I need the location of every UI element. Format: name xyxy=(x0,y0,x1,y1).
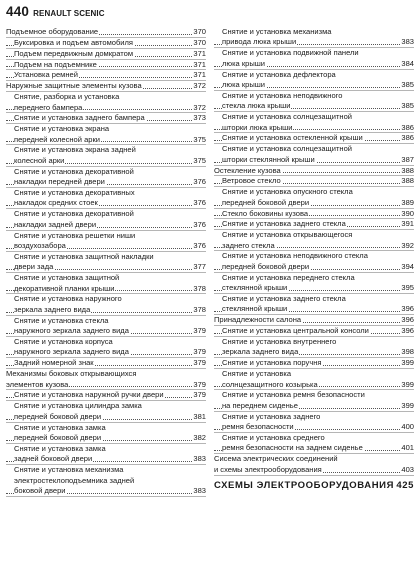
toc-page-number: 386 xyxy=(401,133,414,143)
toc-entry-text: воздухозабора xyxy=(14,241,66,251)
toc-entry-text: Задний номерной знак xyxy=(14,358,94,368)
toc-entry-text: боковой двери xyxy=(14,485,66,495)
toc-entry-text: Снятие и установка корпуса xyxy=(14,337,113,346)
toc-entry-text: Остекление кузова xyxy=(214,165,281,175)
toc-entry-text: Снятие и установка ремня безопасности xyxy=(222,390,365,400)
toc-entry xyxy=(6,145,206,155)
toc-entry xyxy=(6,188,206,198)
toc-entry xyxy=(6,70,206,81)
toc-entry xyxy=(214,283,414,294)
toc-entry-text: двери зада xyxy=(14,262,54,272)
toc-entry xyxy=(6,305,206,316)
toc-entry-text: Снятие и установка заднего стекла xyxy=(222,294,346,304)
toc-entry xyxy=(214,241,414,252)
toc-entry xyxy=(6,486,206,497)
toc-entry-text: Подъемное оборудование xyxy=(6,27,99,36)
toc-entry-text: Снятие и установка неподвижного стекла xyxy=(222,251,368,261)
toc-page-number: 379 xyxy=(193,347,206,357)
toc-entry xyxy=(6,198,206,209)
toc-page-number: 395 xyxy=(401,283,414,293)
toc-column-right xyxy=(214,27,414,492)
toc-entry xyxy=(6,27,206,38)
toc-entry-text: декоративной планки крыши xyxy=(14,283,115,293)
toc-entry-text: Снятие и установка внутреннего xyxy=(222,337,337,346)
toc-page-number: 381 xyxy=(193,411,206,421)
toc-entry-text: стекла люка крыши xyxy=(222,101,291,111)
toc-entry xyxy=(214,273,414,283)
toc-entry-text: передней боковой двери xyxy=(222,261,310,271)
toc-entry xyxy=(6,262,206,273)
toc-page-number: 387 xyxy=(401,154,414,164)
toc-section-heading xyxy=(214,479,414,492)
toc-entry xyxy=(6,444,206,454)
toc-page-number: 401 xyxy=(401,443,414,453)
toc-page-number: 379 xyxy=(193,358,206,368)
toc-entry xyxy=(214,380,414,391)
toc-entry-text: Снятие и установка защитной накладки xyxy=(14,251,154,261)
toc-entry-text: Снятие и установка солнцезащитной xyxy=(222,144,352,154)
toc-entry xyxy=(214,337,414,347)
toc-entry xyxy=(6,81,206,92)
toc-entry-text: Снятие и установка стекла xyxy=(14,315,109,325)
toc-entry-text: люка крыши xyxy=(222,80,266,89)
toc-entry xyxy=(6,380,206,391)
toc-entry xyxy=(6,476,206,486)
toc-entry-text: передней боковой двери xyxy=(222,197,310,207)
toc-entry xyxy=(214,133,414,144)
toc-entry-text: люка крыши xyxy=(222,58,266,68)
toc-entry xyxy=(6,231,206,241)
toc-page-number: 382 xyxy=(193,432,206,442)
toc-entry-text: на переднем сиденье xyxy=(222,400,298,410)
toc-entry xyxy=(214,155,414,166)
toc-entry-text: Снятие и установка поручня xyxy=(222,358,322,368)
toc-entry xyxy=(214,209,414,220)
toc-page-number: 371 xyxy=(193,59,206,69)
toc-page-number: 396 xyxy=(401,326,414,336)
toc-entry-text: Снятие и установка механизма xyxy=(222,27,332,36)
page-header xyxy=(6,4,105,20)
toc-page-number: 376 xyxy=(193,177,206,187)
toc-entry xyxy=(214,37,414,48)
toc-entry xyxy=(214,390,414,400)
toc-page-number: 383 xyxy=(401,37,414,47)
toc-entry-text: накладки задней двери xyxy=(14,219,97,229)
toc-entry-text: Снятие и установка заднего стекла xyxy=(222,219,346,229)
toc-entry xyxy=(214,358,414,369)
toc-entry xyxy=(214,251,414,261)
toc-page-number: 375 xyxy=(193,155,206,165)
toc-entry xyxy=(6,241,206,252)
toc-page-number: 378 xyxy=(193,304,206,314)
toc-entry-text: Снятие и установка центральной консоли xyxy=(222,326,369,336)
toc-entry-text: электростеклоподъемника задней xyxy=(14,475,135,485)
toc-page-number: 376 xyxy=(193,198,206,208)
toc-entry xyxy=(6,92,206,102)
toc-entry-text: передней боковой двери xyxy=(14,432,102,442)
toc-entry-text: Снятие и установка опускного стекла xyxy=(222,187,353,197)
toc-entry-text: Сисема электрических соединений xyxy=(214,454,338,464)
toc-entry xyxy=(6,358,206,369)
toc-entry xyxy=(214,443,414,454)
toc-entry-text: Снятие и установка xyxy=(222,369,292,379)
toc-entry-text: зеркала заднего вида xyxy=(14,304,91,314)
toc-entry-text: Снятие и установка декоративных xyxy=(14,188,135,198)
toc-entry xyxy=(214,315,414,326)
running-title: RENAULT SCENIC xyxy=(33,9,105,18)
toc-entry xyxy=(214,144,414,154)
toc-entry-text: Снятие и установка механизма xyxy=(14,465,124,475)
toc-entry-text: Снятие, разборка и установка xyxy=(14,92,120,102)
toc-entry xyxy=(6,412,206,423)
toc-entry-text: Наружные защитные элементы кузова xyxy=(6,81,142,91)
toc-entry-text: стеклянной крыши xyxy=(222,304,288,314)
toc-entry xyxy=(214,294,414,304)
toc-entry-text: Снятие и установка дефлектора xyxy=(222,69,336,79)
toc-entry-text: Буксировка и подъем автомобиля xyxy=(14,37,133,47)
toc-page-number: 372 xyxy=(193,102,206,112)
toc-entry xyxy=(214,401,414,412)
toc-page-number: 378 xyxy=(193,283,206,293)
toc-entry xyxy=(6,135,206,146)
toc-column-left xyxy=(6,27,206,497)
toc-entry-text: Снятие и установка солнцезащитной xyxy=(222,112,352,122)
toc-entry-text: ремня безопасности на заднем сиденье xyxy=(222,443,363,453)
toc-entry-text: зеркала заднего вида xyxy=(222,347,299,357)
toc-entry-text: Механизмы боковых открывающихся xyxy=(6,369,137,379)
toc-page-number: 388 xyxy=(401,176,414,186)
toc-page-number: 396 xyxy=(401,304,414,314)
toc-entry xyxy=(6,177,206,188)
toc-page-number: 373 xyxy=(193,113,206,123)
toc-entry xyxy=(214,219,414,230)
toc-entry-text: СХЕМЫ ЭЛЕКТРООБОРУДОВАНИЯ xyxy=(214,479,395,491)
toc-entry xyxy=(6,209,206,219)
toc-entry-text: наружного зеркала заднего вида xyxy=(14,326,129,336)
toc-entry xyxy=(6,337,206,347)
toc-entry-text: задней боковой двери xyxy=(14,454,93,464)
toc-entry xyxy=(6,49,206,60)
toc-entry xyxy=(6,103,206,114)
toc-page-number: 376 xyxy=(193,241,206,251)
toc-page-number: 379 xyxy=(193,326,206,336)
toc-entry xyxy=(214,198,414,209)
toc-page-number: 403 xyxy=(401,464,414,474)
toc-entry-text: Принадлежности салона xyxy=(214,315,302,325)
toc-page-number: 399 xyxy=(401,358,414,368)
toc-entry xyxy=(6,369,206,379)
toc-page-number: 371 xyxy=(193,70,206,80)
toc-page-number: 388 xyxy=(401,165,414,175)
toc-entry xyxy=(6,284,206,295)
toc-entry-text: Стекло боковины кузова xyxy=(222,208,309,218)
toc-entry xyxy=(214,187,414,197)
toc-entry-text: Подъем передвижным домкратом xyxy=(14,48,134,58)
toc-page-number: 370 xyxy=(193,37,206,47)
toc-entry xyxy=(214,433,414,443)
toc-page-number: 384 xyxy=(401,58,414,68)
toc-page-number: 379 xyxy=(193,379,206,389)
toc-page-number: 372 xyxy=(193,81,206,91)
toc-entry-text: наружного зеркала заднего вида xyxy=(14,347,129,357)
toc-entry xyxy=(6,433,206,444)
toc-entry-text: накладки передней двери xyxy=(14,177,105,187)
toc-entry xyxy=(214,230,414,240)
toc-entry-text: Снятие и установка экрана задней xyxy=(14,145,136,155)
toc-page-number: 389 xyxy=(401,197,414,207)
toc-entry xyxy=(214,369,414,379)
toc-entry-text: переднего бампера xyxy=(14,102,83,112)
toc-entry-text: накладок средних стоек xyxy=(14,198,98,208)
toc-entry-text: солнцезащитного козырька xyxy=(222,379,318,389)
toc-page-number: 391 xyxy=(401,219,414,229)
toc-entry-text: и схемы электрооборудования xyxy=(214,464,322,474)
toc-entry xyxy=(214,176,414,187)
toc-page-number: 375 xyxy=(193,134,206,144)
toc-entry-text: Снятие и установка заднего xyxy=(222,411,321,421)
toc-page-number: 398 xyxy=(401,347,414,357)
toc-entry xyxy=(6,401,206,411)
toc-entry xyxy=(214,347,414,358)
toc-page-number: 379 xyxy=(193,390,206,400)
toc-entry xyxy=(214,91,414,101)
toc-entry xyxy=(214,123,414,134)
toc-page-number: 390 xyxy=(401,208,414,218)
toc-entry-text: Ветровое стекло xyxy=(222,176,281,186)
toc-entry-text: привода люка крыши xyxy=(222,37,297,47)
toc-entry xyxy=(214,412,414,422)
toc-entry xyxy=(214,80,414,91)
toc-entry xyxy=(6,454,206,465)
toc-entry xyxy=(214,454,414,464)
toc-entry xyxy=(6,273,206,283)
toc-entry-text: колесной арки xyxy=(14,155,65,165)
toc-entry-text: передней колесной арки xyxy=(14,134,100,144)
toc-entry-text: Установка ремней xyxy=(14,70,78,80)
toc-entry-text: Снятие и установка открывающегося xyxy=(222,230,353,240)
toc-entry xyxy=(6,156,206,167)
toc-entry-text: Снятие и установка замка xyxy=(14,422,106,432)
toc-entry-text: шторки люка крыши xyxy=(222,122,293,132)
toc-entry xyxy=(214,465,414,476)
toc-entry xyxy=(6,294,206,304)
toc-page-number: 385 xyxy=(401,101,414,111)
toc-entry xyxy=(6,390,206,401)
toc-page-number: 392 xyxy=(401,240,414,250)
toc-entry xyxy=(6,316,206,326)
toc-entry xyxy=(214,262,414,273)
toc-entry-text: Снятие и установка неподвижного xyxy=(222,90,343,100)
toc-entry xyxy=(214,166,414,177)
toc-page-number: 386 xyxy=(401,122,414,132)
toc-entry xyxy=(6,60,206,71)
toc-entry-text: Снятие и установка наружной ручки двери xyxy=(14,390,164,400)
toc-page-number: 425 xyxy=(396,479,414,491)
toc-page-number: 399 xyxy=(401,379,414,389)
toc-page-number: 376 xyxy=(193,219,206,229)
toc-page-number: 371 xyxy=(193,48,206,58)
toc-entry xyxy=(214,70,414,80)
toc-entry-text: заднего стекла xyxy=(222,240,275,250)
toc-entry-text: Снятие и установка заднего бампера xyxy=(14,113,145,123)
toc-entry xyxy=(6,167,206,177)
toc-page-number: 400 xyxy=(401,422,414,432)
toc-page-number: 394 xyxy=(401,261,414,271)
toc-page-number: 385 xyxy=(401,80,414,89)
toc-page-number: 383 xyxy=(193,454,206,464)
toc-entry-text: передней боковой двери xyxy=(14,411,102,421)
toc-entry xyxy=(6,326,206,337)
toc-entry xyxy=(214,304,414,315)
toc-entry xyxy=(6,38,206,49)
toc-entry xyxy=(6,220,206,231)
toc-entry-text: элементов кузова xyxy=(6,379,69,389)
toc-entry xyxy=(214,422,414,433)
toc-entry xyxy=(6,465,206,475)
toc-entry-text: Снятие и установка экрана xyxy=(14,124,110,134)
toc-page-number: 383 xyxy=(193,485,206,495)
page-number: 440 xyxy=(6,4,30,19)
toc-entry-text: Снятие и установка наружного xyxy=(14,294,122,304)
toc-entry-text: Снятие и установка среднего xyxy=(222,432,325,442)
toc-page-number: 370 xyxy=(193,27,206,36)
toc-entry xyxy=(6,347,206,358)
toc-entry-text: Снятие и установка замка xyxy=(14,443,106,453)
toc-entry-text: Снятие и установка декоративной xyxy=(14,166,134,176)
toc-entry xyxy=(214,101,414,112)
toc-entry-text: шторки стеклянной крыши xyxy=(222,154,315,164)
toc-entry-text: ремня безопасности xyxy=(222,422,294,432)
toc-entry xyxy=(214,112,414,122)
toc-entry xyxy=(6,124,206,134)
toc-page-number: 396 xyxy=(401,315,414,325)
toc-entry xyxy=(214,48,414,58)
toc-entry-text: Снятие и установка цилиндра замка xyxy=(14,401,142,411)
toc-entry-text: Снятие и установка остекленной крыши xyxy=(222,133,363,143)
toc-entry xyxy=(6,252,206,262)
toc-entry xyxy=(214,326,414,337)
toc-entry-text: Снятие и установка переднего стекла xyxy=(222,272,355,282)
toc-entry-text: Снятие и установка подвижной панели xyxy=(222,48,359,58)
toc-entry-text: Снятие и установка декоративной xyxy=(14,209,134,219)
toc-entry-text: Снятие и установка решетки ниши xyxy=(14,230,136,240)
toc-entry xyxy=(214,59,414,70)
toc-entry-text: Подъем на подъемнике xyxy=(14,59,97,69)
toc-entry xyxy=(6,423,206,433)
toc-page-number: 377 xyxy=(193,262,206,272)
toc-entry xyxy=(214,27,414,37)
toc-page-number: 399 xyxy=(401,400,414,410)
toc-entry-text: стеклянной крыши xyxy=(222,283,288,293)
toc-entry-text: Снятие и установка защитной xyxy=(14,273,120,283)
toc-entry xyxy=(6,113,206,124)
